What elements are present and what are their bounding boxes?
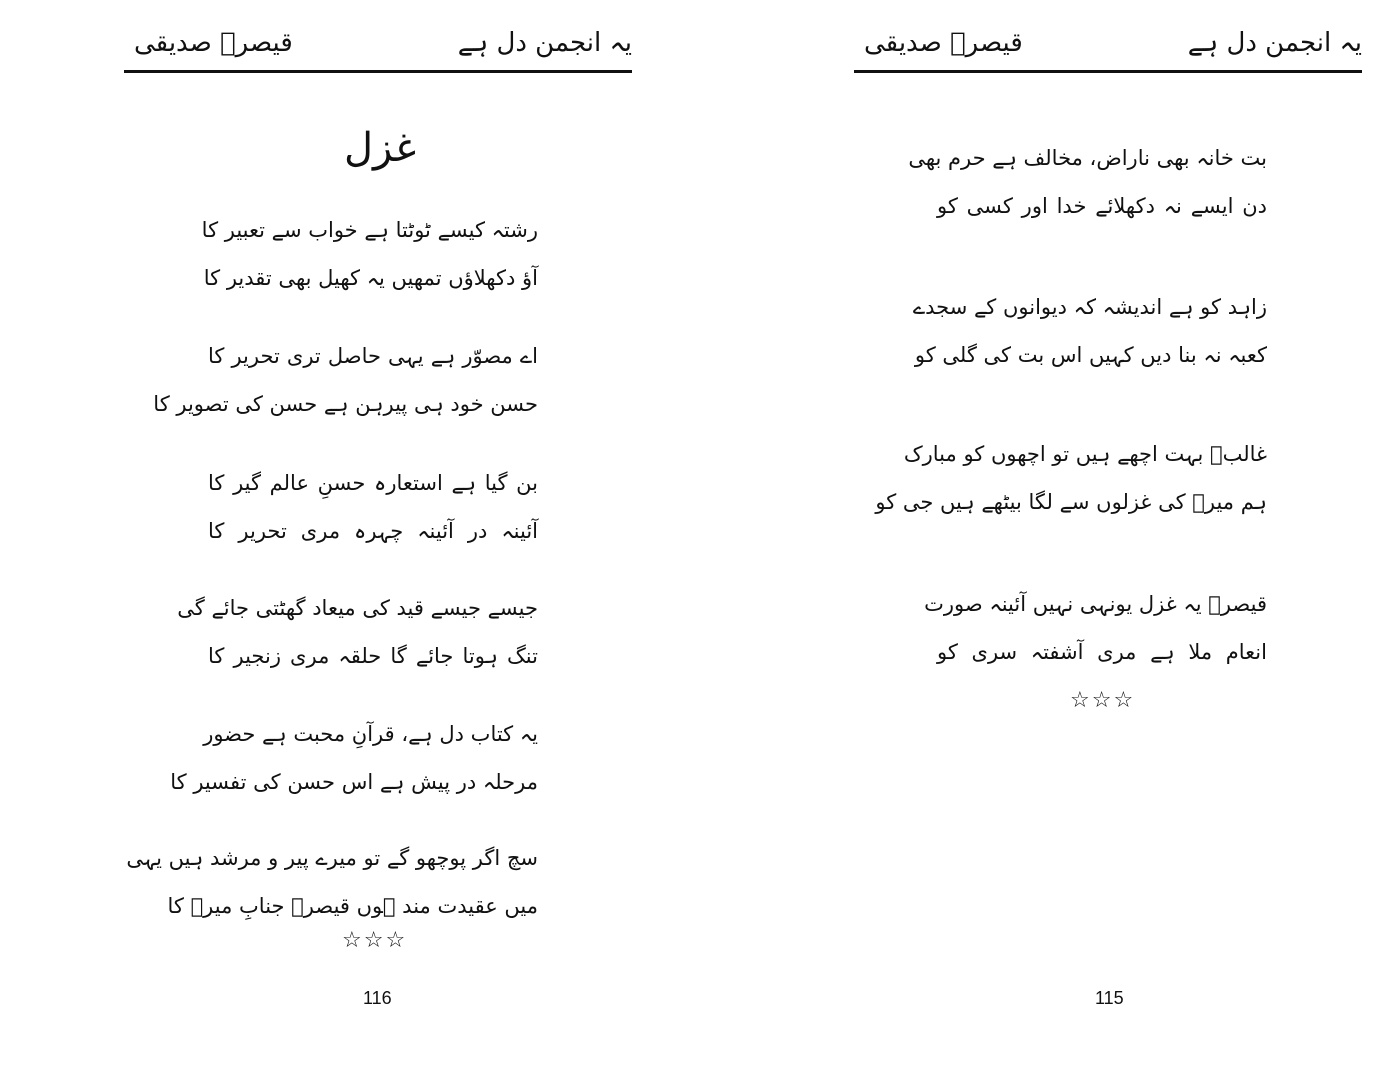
couplet (177, 584, 538, 680)
verse-line: کعبہ نہ بنا دیں کہیں اس بت کی گلی کو (914, 343, 1267, 367)
verse-line: غالبؔ بہت اچھے ہیں تو اچھوں کو مبارک (903, 442, 1267, 466)
page-number: 116 (363, 988, 392, 1008)
verse-line: تنگ ہوتا جائے گا حلقہ مری زنجیر کا (208, 644, 538, 668)
couplet (170, 710, 538, 806)
header-divider (124, 70, 632, 73)
couplet (908, 134, 1267, 230)
header-book-title: یہ انجمن دل ہے (1187, 28, 1362, 58)
verse-line: بن گیا ہے استعارہ حسنِ عالم گیر کا (208, 471, 538, 495)
couplet (126, 834, 538, 930)
couplet (208, 459, 538, 555)
page-number: 115 (1095, 988, 1124, 1008)
couplet (924, 580, 1267, 676)
verse-line: قیصرؔ یہ غزل یونہی نہیں آئینہ صورت (924, 592, 1267, 616)
right-page (698, 0, 1397, 1080)
left-page (0, 0, 698, 1080)
header-divider (854, 70, 1362, 73)
verse-line: ہم میرؔ کی غزلوں سے لگا بیٹھے ہیں جی کو (875, 490, 1267, 514)
couplet (912, 283, 1267, 379)
couplet (875, 430, 1267, 526)
page-header (854, 20, 1362, 76)
page-header (124, 20, 632, 76)
verse-line: جیسے جیسے قید کی میعاد گھٹتی جائے گی (177, 596, 538, 620)
verse-line: دن ایسے نہ دکھلائے خدا اور کسی کو (937, 194, 1267, 218)
header-author: قیصرؔ صدیقی (134, 28, 293, 58)
header-author: قیصرؔ صدیقی (864, 28, 1023, 58)
verse-line: حسن خود ہی پیرہن ہے حسن کی تصویر کا (153, 392, 538, 416)
verse-line: آئینہ در آئینہ چہرہ مری تحریر کا (208, 519, 538, 543)
verse-line: مرحلہ در پیش ہے اس حسن کی تفسیر کا (170, 770, 538, 794)
couplet (153, 332, 538, 428)
verse-line: سچ اگر پوچھو گے تو میرے پیر و مرشد ہیں یہی (126, 846, 538, 870)
verse-line: رشتہ کیسے ٹوٹتا ہے خواب سے تعبیر کا (201, 218, 538, 242)
header-book-title: یہ انجمن دل ہے (457, 28, 632, 58)
end-mark-stars: ☆☆☆ (342, 928, 408, 953)
verse-line: اے مصوّر ہے یہی حاصل تری تحریر کا (208, 344, 538, 368)
verse-line: بت خانہ بھی ناراض، مخالف ہے حرم بھی (908, 146, 1267, 170)
poem-title: غزل (343, 125, 417, 171)
verse-line: یہ کتاب دل ہے، قرآنِ محبت ہے حضور (203, 722, 538, 746)
verse-line: انعام ملا ہے مری آشفتہ سری کو (937, 640, 1267, 664)
verse-line: زاہد کو ہے اندیشہ کہ دیوانوں کے سجدے (912, 295, 1267, 319)
end-mark-stars: ☆☆☆ (1070, 688, 1136, 713)
verse-line: آؤ دکھلاؤں تمھیں یہ کھیل بھی تقدیر کا (203, 266, 538, 290)
verse-line: میں عقیدت مند ہوں قیصرؔ جنابِ میرؔ کا (167, 894, 538, 918)
couplet (201, 206, 538, 302)
